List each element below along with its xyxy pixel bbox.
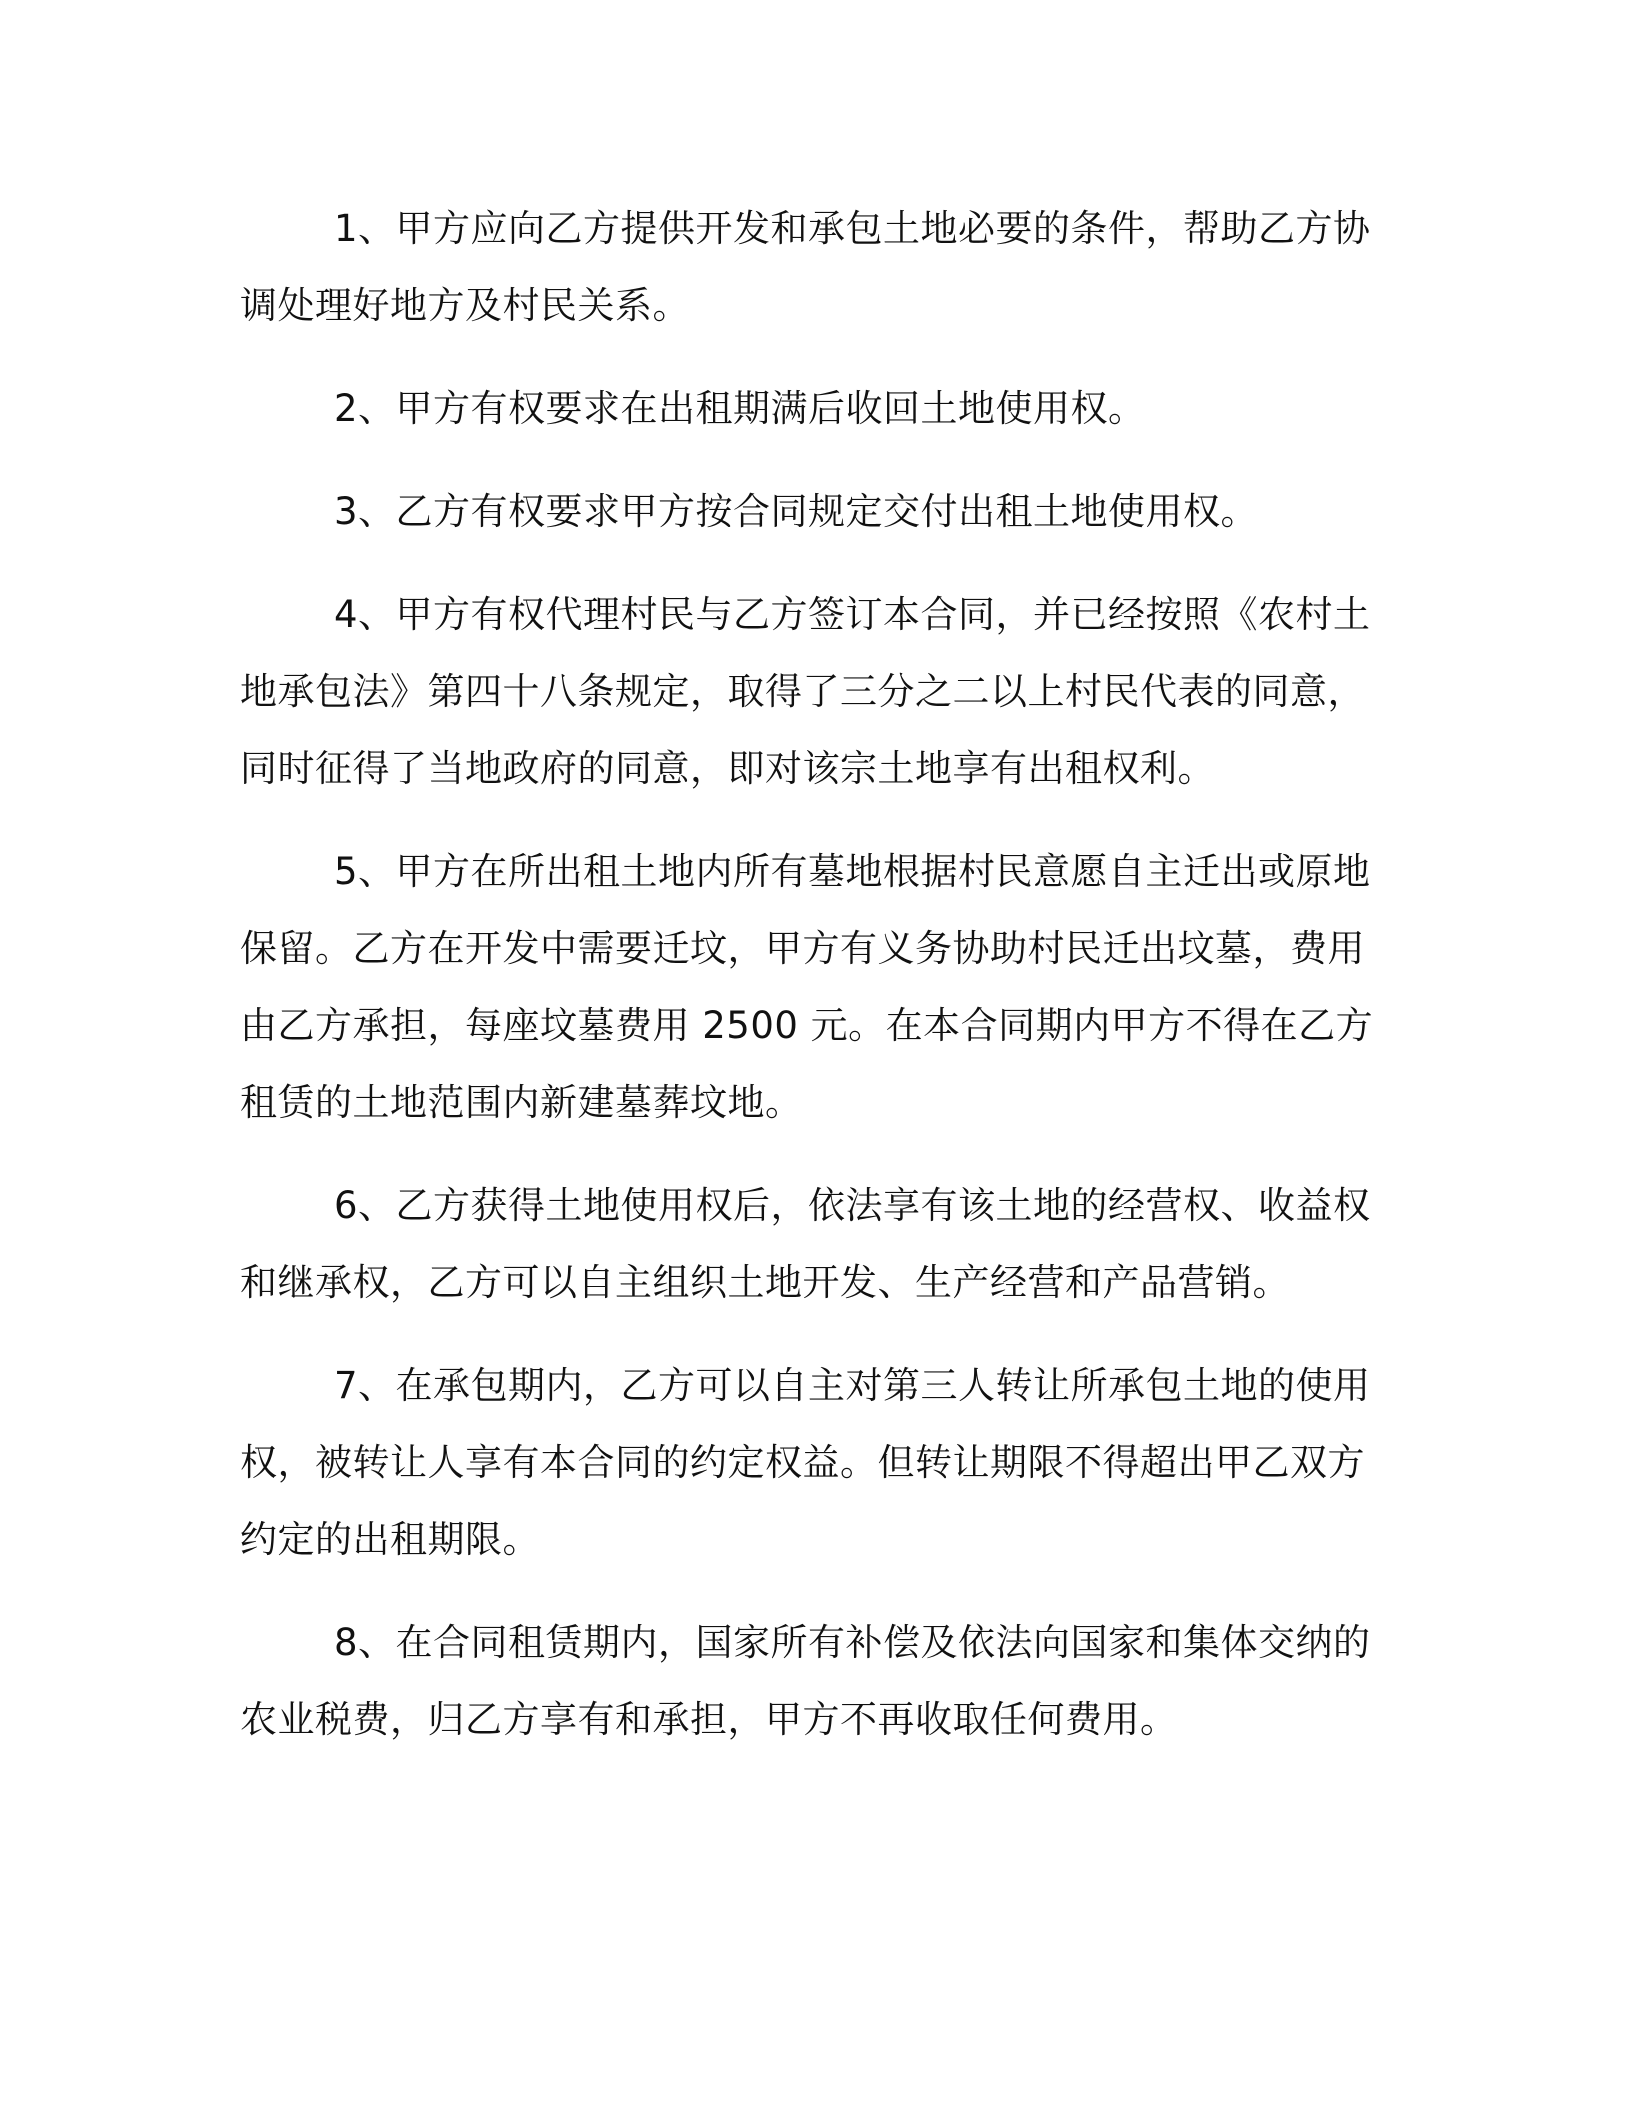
clause-2: 2、甲方有权要求在出租期满后收回土地使用权。 xyxy=(334,387,1146,430)
document-body xyxy=(240,190,1392,1784)
clause-1: 1、甲方应向乙方提供开发和承包土地必要的条件，帮助乙方协调处理好地方及村民关系。 xyxy=(240,207,1371,327)
clause-6: 6、乙方获得土地使用权后，依法享有该土地的经营权、收益权和继承权，乙方可以自主组织土地开发、生产经营和产品营销。 xyxy=(240,1184,1371,1304)
clause-5: 5、甲方在所出租土地内所有墓地根据村民意愿自主迁出或原地保留。乙方在开发中需要迁坟，甲方有义务协助村民迁出坟墓，费用由乙方承担，每座坟墓费用 2500 元。在本合同期内甲方不得在乙方租赁的土地范围内新建墓葬坟地。 xyxy=(240,850,1374,1124)
clause-8: 8、在合同租赁期内，国家所有补偿及依法向国家和集体交纳的农业税费，归乙方享有和承担，甲方不再收取任何费用。 xyxy=(240,1621,1371,1741)
clause-7: 7、在承包期内，乙方可以自主对第三人转让所承包土地的使用权，被转让人享有本合同的约定权益。但转让期限不得超出甲乙双方约定的出租期限。 xyxy=(240,1364,1371,1561)
clause-3: 3、乙方有权要求甲方按合同规定交付出租土地使用权。 xyxy=(334,490,1259,533)
clause-4: 4、甲方有权代理村民与乙方签订本合同，并已经按照《农村土地承包法》第四十八条规定，取得了三分之二以上村民代表的同意，同时征得了当地政府的同意，即对该宗土地享有出租权利。 xyxy=(240,593,1371,790)
